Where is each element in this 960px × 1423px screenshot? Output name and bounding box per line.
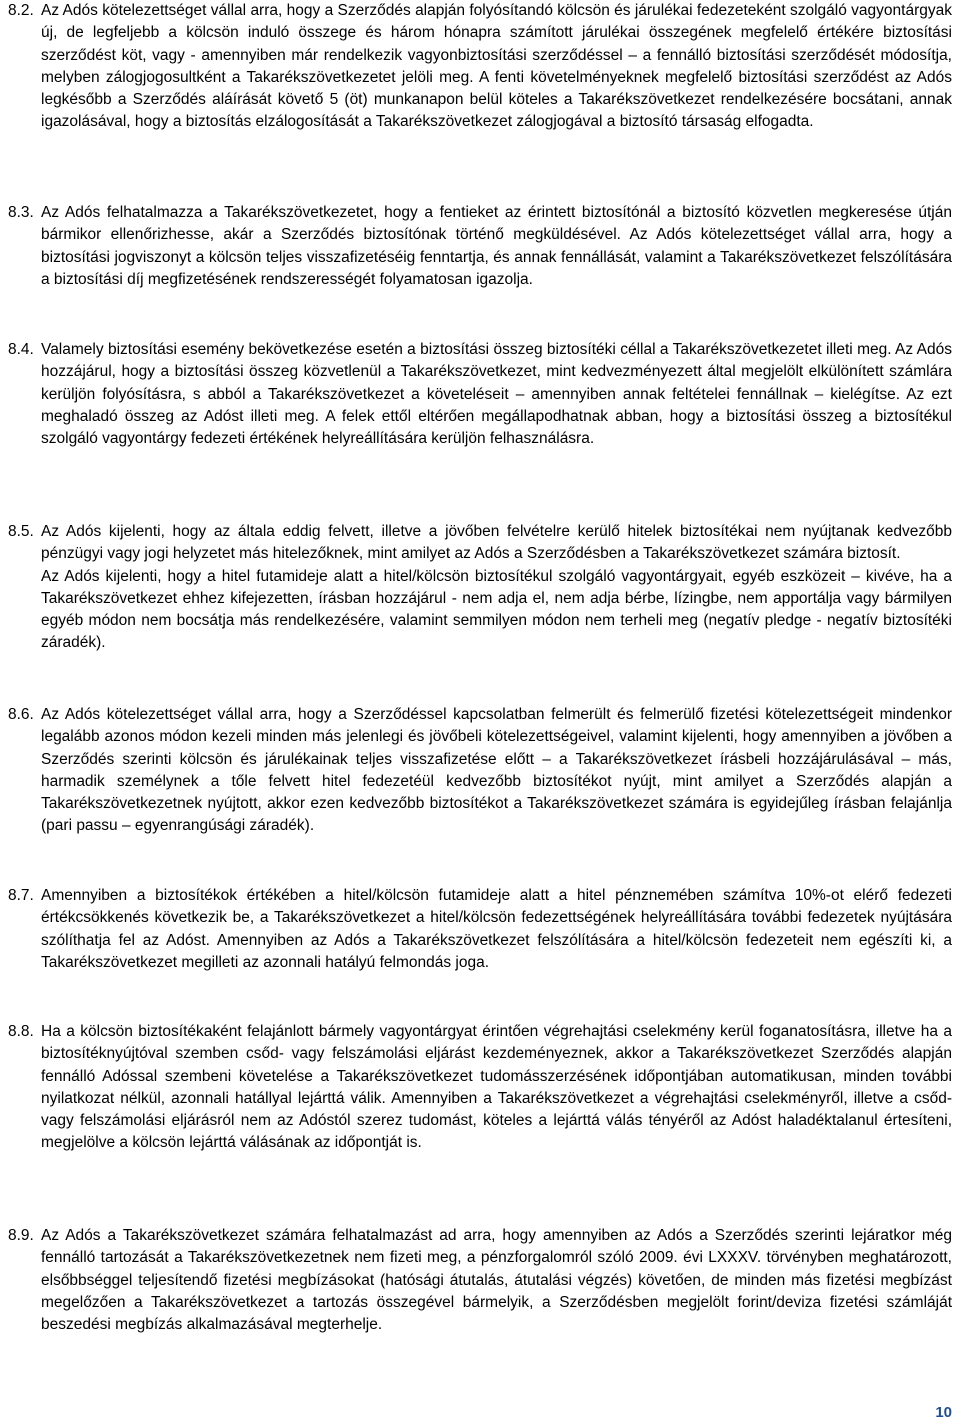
section-text (41, 1225, 952, 1336)
section-number: 8.7. (8, 887, 34, 904)
section-text (41, 1021, 952, 1155)
section-8-4 (8, 339, 952, 450)
section-8-3 (8, 202, 952, 291)
section-8-5 (8, 521, 952, 655)
paragraph: Valamely biztosítási esemény bekövetkezése esetén a biztosítási összeg biztosítéki céllal a Takarékszövetkezetet illeti meg. Az Adós hozzájárul, hogy a biztosítási összeg közvetlenül a Takarékszövetkezet, mint kedvezményezett által megjelölt elkülönített számlára kerüljön folyósításra, s abból a Takarékszövetkezet a követeléseit – amennyiben annak feltételei fennállnak – kielégítse. Az ezt meghaladó összeg az Adóst illeti meg. A felek ettől eltérően megállapodhatnak abban, hogy a biztosítási összeg a biztosítékul szolgáló vagyontárgy fedezeti értékének helyreállítására kerüljön felhasználásra. (41, 341, 952, 448)
page-number: 10 (935, 1404, 952, 1421)
paragraph: Az Adós kijelenti, hogy az általa eddig felvett, illetve a jövőben felvételre kerülő hitelek biztosítékai nem nyújtanak kedvezőbb pénzügyi vagy jogi helyzetet más hitelezőknek, mint amilyet az Adós a Szerződésben a Takarékszövetkezet számára biztosít. (41, 523, 952, 563)
section-text (41, 339, 952, 450)
section-8-7 (8, 885, 952, 974)
paragraph: Az Adós kijelenti, hogy a hitel futamideje alatt a hitel/kölcsön biztosítékul szolgáló vagyontárgyait, egyéb eszközeit – kivéve, ha a Takarékszövetkezet ehhez kifejezetten, írásban hozzájárul - nem adja el, nem adja bérbe, lízingbe, nem apportálja vagy bármilyen egyéb módon nem bocsátja más rendelkezésére, valamint semmilyen módon nem terheli meg (negatív pledge - negatív biztosítéki záradék). (41, 567, 952, 652)
section-text (41, 885, 952, 974)
section-text (41, 521, 952, 655)
paragraph: Az Adós a Takarékszövetkezet számára felhatalmazást ad arra, hogy amennyiben az Adós a Szerződés szerinti lejáratkor még fennálló tartozását a Takarékszövetkezetnek nem fizeti meg, a pénzforgalomról szóló 2009. évi LXXXV. törvényben meghatározott, elsőbbséggel teljesítendő fizetési megbízásokat (hatósági átutalás, átutalási végzés) követően, de minden más fizetési megbízást megelőzően a Takarékszövetkezet a tartozás összegével bármelyik, a Szerződésben megjelölt forint/deviza fizetési számláját beszedési megbízás alkalmazásával megterhelje. (41, 1227, 952, 1334)
paragraph: Az Adós kötelezettséget vállal arra, hogy a Szerződéssel kapcsolatban felmerült és felmerülő fizetési kötelezettségeit mindenkor legalább azonos módon kezeli minden más jelenlegi és jövőbeli kötelezettségeivel, valamint kijelenti, hogy amennyiben a jövőben a Szerződés szerinti kölcsön és járulékainak teljes visszafizetése előtt – a Takarékszövetkezet írásbeli hozzájárulásával – más, harmadik személynek a tőle felvett hitel fedezetéül kedvezőbb biztosítékot nyújt, mint amilyet a Szerződés alapján a Takarékszövetkezetnek nyújtott, akkor ezen kedvezőbb biztosítékot a Takarékszövetkezet számára is egyidejűleg írásban felajánlja (pari passu – egyenrangúsági záradék). (41, 706, 952, 835)
paragraph: Amennyiben a biztosítékok értékében a hitel/kölcsön futamideje alatt a hitel pénznemében számítva 10%-ot elérő fedezeti értékcsökkenés következik be, a Takarékszövetkezet a hitel/kölcsön fedezettségének helyreállítására további fedezetek nyújtására szólíthatja fel az Adóst. Amennyiben az Adós a Takarékszövetkezet felszólítására a hitel/kölcsön fedezeteit nem egészíti ki, a Takarékszövetkezet megilleti az azonnali hatályú felmondás joga. (41, 887, 952, 971)
section-number: 8.5. (8, 523, 34, 540)
section-text (41, 0, 952, 134)
section-text (41, 202, 952, 291)
paragraph: Az Adós kötelezettséget vállal arra, hogy a Szerződés alapján folyósítandó kölcsön és járulékai fedezeteként szolgáló vagyontárgyak új, de legfeljebb a kölcsön induló összege és három hónapra számított járulékai összegének megfelelő értékére biztosítási szerződést köt, vagy - amennyiben már rendelkezik vagyonbiztosítási szerződéssel – a fennálló biztosítási szerződését módosítja, melyben zálogjogosultként a Takarékszövetkezetet jelöli meg. A fenti követelményeknek megfelelő biztosítási szerződést az Adós legkésőbb a Szerződés aláírását követő 5 (öt) munkanapon belül köteles a Takarékszövetkezet rendelkezésére bocsátani, annak igazolásával, hogy a biztosítás elzálogosítását a Takarékszövetkezet zálogjogával a biztosító társaság elfogadta. (41, 2, 952, 131)
section-text (41, 704, 952, 838)
section-number: 8.9. (8, 1227, 34, 1244)
section-8-2 (8, 0, 952, 134)
section-8-9 (8, 1225, 952, 1336)
section-number: 8.6. (8, 706, 34, 723)
section-8-8 (8, 1021, 952, 1155)
paragraph: Az Adós felhatalmazza a Takarékszövetkezetet, hogy a fentieket az érintett biztosítónál a biztosító közvetlen megkeresése útján bármikor ellenőrizhesse, akár a Szerződés biztosítónak történő megküldésével. Az Adós kötelezettséget vállal arra, hogy a biztosítási jogviszonyt a kölcsön teljes visszafizetéséig fenntartja, és annak fennállását, valamint a Takarékszövetkezet felszólítására a biztosítási díj megfizetésének rendszerességét folyamatosan igazolja. (41, 204, 952, 288)
section-8-6 (8, 704, 952, 838)
section-number: 8.8. (8, 1023, 34, 1040)
paragraph: Ha a kölcsön biztosítékaként felajánlott bármely vagyontárgyat érintően végrehajtási cselekmény kerül foganatosításra, illetve ha a biztosítéknyújtóval szemben csőd- vagy felszámolási eljárást kezdeményeznek, akkor a Takarékszövetkezet Szerződés alapján fennálló Adóssal szembeni követelése a Takarékszövetkezet tudomásszerzésének időpontjában automatikusan, minden további nyilatkozat nélkül, azonnali hatállyal lejárttá válik. Amennyiben a Takarékszövetkezet a végrehajtási cselekményről, illetve a csőd- vagy felszámolási eljárásról nem az Adóstól szerez tudomást, köteles a lejárttá válás tényéről az Adóst haladéktalanul értesíteni, megjelölve a kölcsön lejárttá válásának az időpontját is. (41, 1023, 952, 1152)
section-number: 8.2. (8, 2, 34, 19)
section-number: 8.4. (8, 341, 34, 358)
section-number: 8.3. (8, 204, 34, 221)
